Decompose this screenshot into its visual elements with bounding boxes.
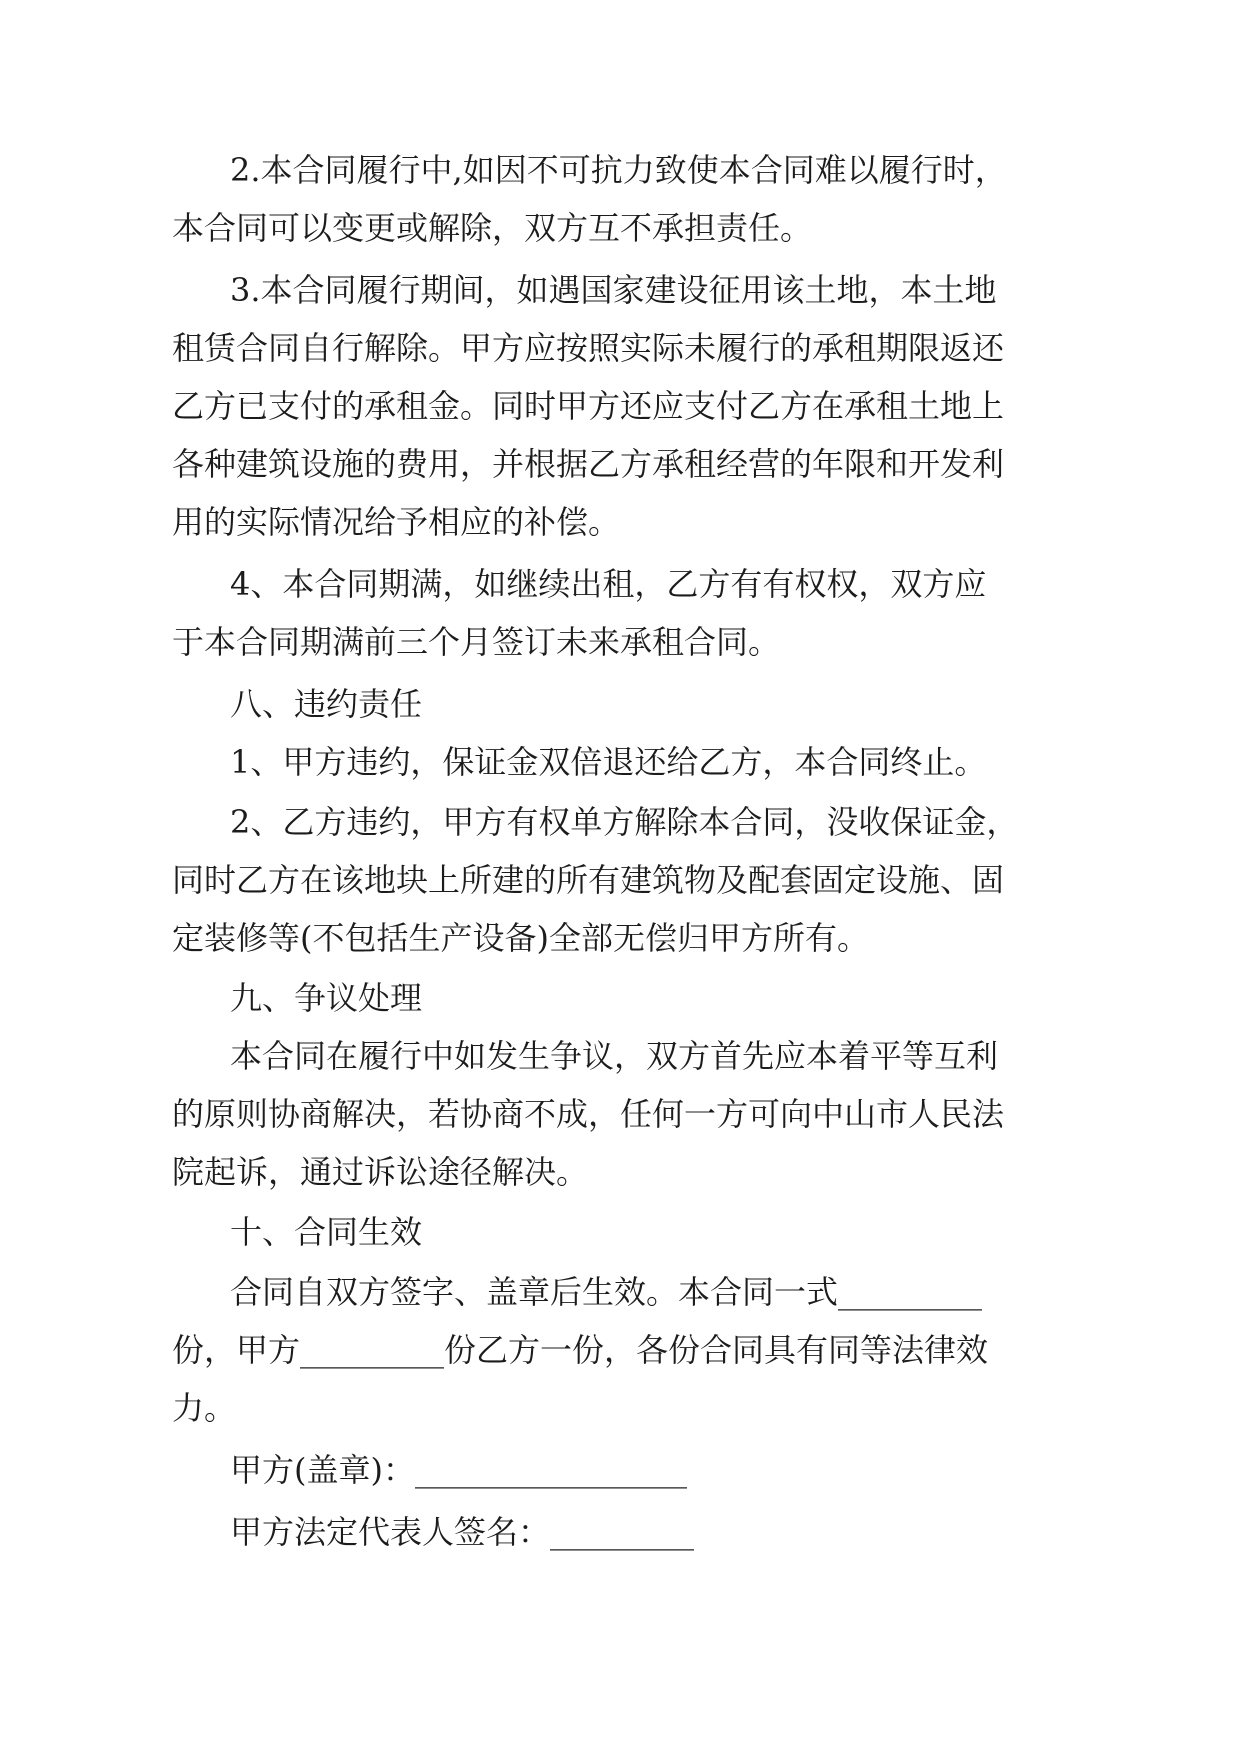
signature-line: 甲方法定代表人签名：_________ [230,1513,695,1551]
paragraph-line: 于本合同期满前三个月签订未来承租合同。 [172,623,781,661]
paragraph-line: 力。 [172,1389,237,1427]
paragraph-line: 定装修等(不包括生产设备)全部无偿归甲方所有。 [172,919,869,957]
paragraph-line: 4、本合同期满，如继续出租，乙方有有权权，双方应 [230,565,987,603]
paragraph-line: 份，甲方_________份乙方一份，各份合同具有同等法律效 [172,1331,989,1369]
section-heading: 九、争议处理 [230,979,423,1017]
paragraph-line: 本合同在履行中如发生争议，双方首先应本着平等互利 [230,1037,999,1075]
paragraph-line: 2、乙方违约，甲方有权单方解除本合同，没收保证金， [230,803,1019,841]
section-heading: 十、合同生效 [230,1213,423,1251]
paragraph-line: 2.本合同履行中,如因不可抗力致使本合同难以履行时， [230,151,1007,189]
paragraph-line: 乙方已支付的承租金。同时甲方还应支付乙方在承租土地上 [172,387,1005,425]
paragraph-line: 同时乙方在该地块上所建的所有建筑物及配套固定设施、固 [172,861,1005,899]
paragraph-line: 用的实际情况给予相应的补偿。 [172,503,621,541]
paragraph-line: 3.本合同履行期间，如遇国家建设征用该土地，本土地 [230,271,997,309]
paragraph-line: 的原则协商解决，若协商不成，任何一方可向中山市人民法 [172,1095,1005,1133]
paragraph-line: 合同自双方签字、盖章后生效。本合同一式_________ [230,1273,983,1311]
paragraph-line: 各种建筑设施的费用，并根据乙方承租经营的年限和开发利 [172,445,1005,483]
paragraph-line: 院起诉，通过诉讼途径解决。 [172,1153,589,1191]
paragraph-line: 1、甲方违约，保证金双倍退还给乙方，本合同终止。 [230,743,987,781]
section-heading: 八、违约责任 [230,685,423,723]
paragraph-line: 本合同可以变更或解除，双方互不承担责任。 [172,209,813,247]
paragraph-line: 租赁合同自行解除。甲方应按照实际未履行的承租期限返还 [172,329,1005,367]
signature-line: 甲方(盖章)：_________________ [230,1451,687,1489]
